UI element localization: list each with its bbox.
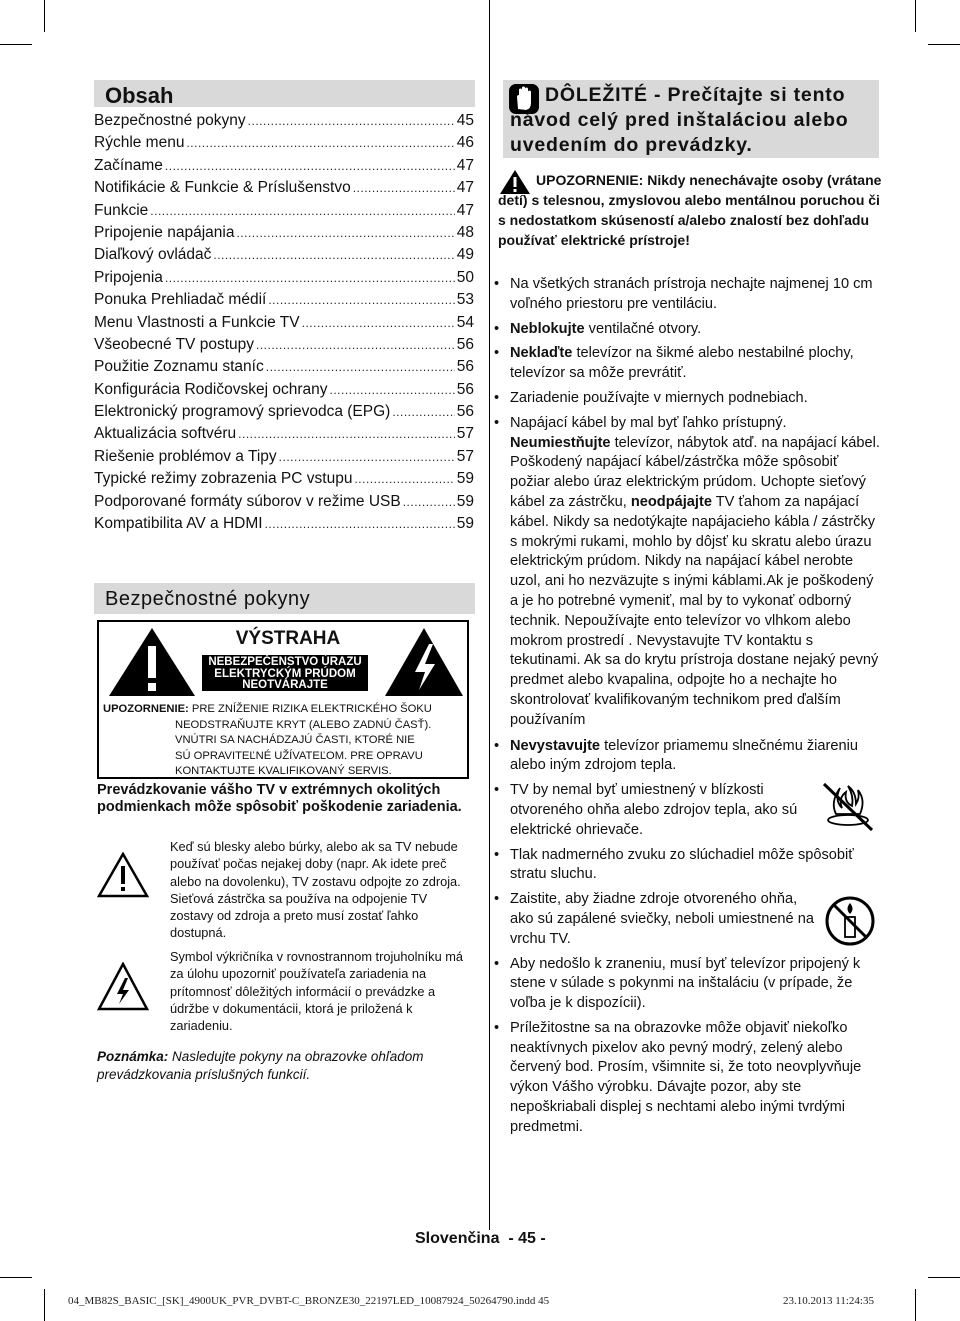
bullet-text: Napájací kábel by mal byť ľahko prístupný. [510,414,787,431]
toc-entry-page: 56 [456,403,474,421]
list-item [493,846,881,886]
toc-entry-label: Pripojenia [94,268,163,286]
list-item [493,389,881,409]
toc-entry[interactable] [94,200,474,222]
important-heading [503,80,879,158]
toc-entry-page: 49 [456,246,474,264]
bullet-text: Zaistite, aby žiadne zdroje otvoreného ohňa, ako sú zapálené sviečky, neboli umiestnené na vrchu TV. [510,891,814,947]
no-candle-icon [824,895,876,947]
toc-entry-label: Aktualizácia softvéru [94,425,237,443]
bullet-text: TV by nemal byť umiestnený v blízkosti otvoreného ohňa alebo zdrojov tepla, ako sú elektrické ohrievače. [510,782,798,838]
toc-entry[interactable] [94,491,474,513]
toc-leader-dots [150,200,454,222]
list-item [493,1019,881,1138]
toc-entry-page: 50 [456,268,474,286]
toc-entry-label: Podporované formáty súborov v režime USB [94,492,401,510]
caution-text: UPOZORNENIE: Nikdy nenechávajte osoby (vrátane detí) s telesnou, zmyslovou alebo mentálnou poruchou či s nedostatkom skúseností a/alebo znalostí bez dohľadu používať elektrické prístroje! [498,172,882,248]
toc-entry[interactable] [94,267,474,289]
bullet-bold: Nevystavujte [510,737,601,754]
storm-paragraph: Keď sú blesky alebo búrky, alebo ak sa TV nebude používať počas nejakej doby (napr. Ak idete preč alebo na dovolenku), TV zostavu odpojte zo zdroja. Sieťová zástrčka sa používa na odpojenie TV zostavy od zdroja a preto musí zostať ľahko dostupná. [170,839,461,941]
bullet-text: Zariadenie používajte v miernych podnebiach. [510,389,808,406]
crop-mark [915,0,916,32]
exclamation-outline-triangle-icon [97,852,149,898]
toc-entry[interactable] [94,423,474,445]
warning-line: ELEKTRYCKÝM PRÚDOM [214,667,356,680]
note-text: Nasledujte pokyny na obrazovke ohľadom prevádzkovania príslušných funkcií. [97,1049,424,1082]
toc-entry-label: Ponuka Prehliadač médií [94,291,267,309]
toc-title: Obsah [105,83,174,108]
toc-entry[interactable] [94,312,474,334]
crop-mark [928,1277,960,1278]
warning-line: NEOTVÁRAJTE [242,679,328,691]
list-item [493,275,881,315]
toc-entry[interactable] [94,132,474,154]
note-paragraph [97,1048,475,1084]
safety-heading [94,583,475,614]
crop-mark [915,1289,916,1321]
caution-line: VNÚTRI SA NACHÁDZAJÚ ČASTI, KTORÉ NIE [175,734,415,746]
toc-entry-page: 54 [456,313,474,331]
toc-entry-label: Konfigurácia Rodičovskej ochrany [94,380,328,398]
toc-entry[interactable] [94,401,474,423]
toc-entry-label: Použitie Zoznamu staníc [94,358,264,376]
toc-leader-dots [268,289,454,311]
toc-leader-dots [392,401,454,423]
important-caution [498,170,882,250]
page-number: Slovenčina - 45 - [415,1230,546,1247]
toc-entry-label: Bezpečnostné pokyny [94,112,246,129]
toc-entry-label: Všeobecné TV postupy [94,335,254,353]
toc-entry[interactable] [94,289,474,311]
toc-entry[interactable] [94,379,474,401]
lightning-outline-triangle-icon [97,962,149,1012]
warning-box [97,620,469,779]
toc-entry-label: Menu Vlastnosti a Funkcie TV [94,313,300,331]
bullet-text: ventilačné otvory. [584,320,702,337]
toc-entry-label: Pripojenie napájania [94,223,235,241]
toc-leader-dots [238,423,455,445]
warning-line: NEBEZPEČENSTVO ÚRAZU [208,656,362,668]
crop-mark [0,1277,32,1278]
list-item [493,737,881,777]
toc-entry-page: 47 [456,201,474,219]
bullet-bold: Neklaďte [510,345,573,362]
toc-heading [94,80,475,107]
toc-leader-dots [248,110,455,132]
toc-entry-page: 56 [456,335,474,353]
exclamation-triangle-icon [107,626,197,698]
toc-entry[interactable] [94,513,474,535]
toc-entry-label: Diaľkový ovládač [94,246,212,264]
toc-entry[interactable] [94,110,474,132]
bullet-text: Aby nedošlo k zraneniu, musí byť televízor pripojený k stene v súlade s pokynmi na inštaláciu (v prípade, že voľba je k dispozícii). [510,955,861,1012]
bullet-bold: neodpájajte [630,493,712,510]
toc-entry-label: Rýchle menu [94,134,185,152]
toc-entry-page: 48 [456,223,474,241]
toc-entry[interactable] [94,468,474,490]
toc-entry-page: 46 [456,134,474,152]
bullet-text: TV ťahom za napájací kábel. Nikdy sa nedotýkajte napájacieho kábla / zástrčky s mokrými rukami, mohlo by dôjsť ku skratu alebo úrazu elektrickým prúdom. Nikdy na napájací kábel nerobte uzol, ani ho nezväzujte s inými káblami.Ak je poškodený a je ho potrebné vymeniť, mal by to vykonať odborný technik. Nepoužívajte ento televízor vo vlhkom alebo mokrom prostredí . Nevystavujte TV kontaktu s tekutinami. Ak sa do krytu prístroja dostane nejaký pevný predmet alebo kvapalina, odpojte ho a nechajte ho skontrolovať kvalifikovaným technikom pred ďalším používaním [510,493,879,728]
bullet-text: televízor, nábytok atď. na napájací kábel. Poškodený napájací kábel/zástrčka môže spôsobiť požiar alebo úraz elektrickým prúdom. Uchopte sieťový kábel za zástrčku, [510,434,880,510]
toc-entry-page: 59 [456,492,474,510]
toc-entry[interactable] [94,244,474,266]
symbol-paragraph: Symbol výkričníka v rovnostrannom trojuholníku má za úlohu upozorniť používateľa zariadenia na prítomnosť dôležitých informácií o prevádzke a údržbe v dokumentácii, ktorá je priložená k zariadeniu. [170,949,464,1034]
toc-leader-dots [302,312,455,334]
bullet-text: Na všetkých stranách prístroja nechajte najmenej 10 cm voľného priestoru pre ventiláciu. [510,276,873,312]
toc-entry[interactable] [94,222,474,244]
toc-entry[interactable] [94,155,474,177]
crop-mark [44,1289,45,1321]
toc-entry[interactable] [94,446,474,468]
warning-black-label [202,655,368,691]
slug-date: 23.10.2013 11:24:35 [783,1295,874,1307]
toc-leader-dots [266,356,455,378]
toc-entry-label: Notifikácie & Funkcie & Príslušenstvo [94,179,351,197]
toc-entry-label: Riešenie problémov a Tipy [94,447,277,465]
toc-leader-dots [353,177,455,199]
important-line1: DÔLEŽITÉ - Prečítajte si tento [545,84,846,106]
toc-entry-label: Elektronický programový sprievodca (EPG) [94,403,391,421]
bullet-bold: Neumiestňujte [510,434,611,451]
no-heat-source-icon [820,780,876,834]
toc-leader-dots [165,267,455,289]
list-item [493,344,881,384]
bullet-text: Tlak nadmerného zvuku zo slúchadiel môže spôsobiť stratu sluchu. [510,846,854,883]
bullet-text: televízor na šikmé alebo nestabilné plochy, televízor sa môže prevrátiť. [510,345,854,382]
slug-file: 04_MB82S_BASIC_[SK]_4900UK_PVR_DVBT-C_BRONZE30_22197LED_10087924_50264790.indd 45 [68,1295,550,1307]
toc-entry-page: 53 [456,291,474,309]
crop-mark [489,0,490,32]
toc-leader-dots [354,468,454,490]
caution-line: KONTAKTUJTE KVALIFIKOVANÝ SERVIS. [175,765,392,777]
bullet-text: televízor priamemu slnečnému žiareniu alebo iným zdrojom tepla. [510,737,858,774]
caution-line: PRE ZNÍŽENIE RIZIKA ELEKTRICKÉHO ŠOKU [191,703,432,715]
toc-entry[interactable] [94,334,474,356]
toc-leader-dots [256,334,455,356]
warning-caution-text [103,702,465,780]
crop-mark [44,0,45,32]
lightning-triangle-icon [383,626,465,698]
toc-entry[interactable] [94,177,474,199]
bullet-bold: Neblokujte [510,320,585,337]
toc-leader-dots [279,446,455,468]
toc-entry-page: 59 [456,470,474,488]
toc-entry-page: 45 [456,112,474,129]
toc-leader-dots [236,222,454,244]
caution-line: SÚ OPRAVITEĽNÉ UŽÍVATEĽOM. PRE OPRAVU [175,749,423,762]
warning-title: VÝSTRAHA [235,628,341,649]
toc-entry[interactable] [94,356,474,378]
toc-entry-label: Typické režimy zobrazenia PC vstupu [94,470,353,488]
toc-leader-dots [265,513,455,535]
toc-entry-label: Kompatibilita AV a HDMI [94,515,263,533]
toc-entry-page: 57 [456,447,474,465]
caution-line: NEODSTRAŇUJTE KRYT (ALEBO ZADNÚ ČASŤ). [175,718,432,731]
toc-entry-page: 56 [456,380,474,398]
toc-leader-dots [329,379,454,401]
bullet-text: Príležitostne sa na obrazovke môže objaviť niekoľko neaktívnych pixelov ako pevný modrý, zelený alebo červený bod. Prosím, všimnite si, že toto neovplyvňuje výkon Vášho výrobku. Dávajte pozor, aby ste nepoškriabali displej s nechtami alebo inými tvrdými predmetmi. [510,1019,862,1135]
extreme-conditions-warning: Prevádzkovanie vášho TV v extrémnych okolitých podmienkach môže spôsobiť poškodenie zariadenia. [97,782,462,815]
safety-title: Bezpečnostné pokyny [105,588,311,610]
crop-mark [0,44,32,45]
toc-leader-dots [186,132,454,154]
toc-entry-page: 57 [456,425,474,443]
toc-leader-dots [165,155,455,177]
safety-bullet-list [493,275,881,1143]
toc-entry-page: 47 [456,179,474,197]
toc-entry-label: Funkcie [94,201,149,219]
toc-list [94,110,474,535]
list-item [493,320,881,340]
crop-mark [928,44,960,45]
toc-entry-page: 47 [456,156,474,174]
toc-leader-dots [213,244,454,266]
toc-entry-label: Začíname [94,156,163,174]
list-item [493,414,881,731]
toc-leader-dots [403,491,455,513]
important-title [510,83,879,158]
caution-label: UPOZORNENIE: [103,703,189,715]
important-line2: návod celý pred inštaláciou alebo uvedením do prevádzky. [510,109,849,156]
toc-entry-page: 59 [456,515,474,533]
list-item [493,955,881,1014]
note-label: Poznámka: [97,1049,169,1064]
list-item [493,890,881,949]
toc-entry-page: 56 [456,358,474,376]
column-divider [489,30,490,1230]
